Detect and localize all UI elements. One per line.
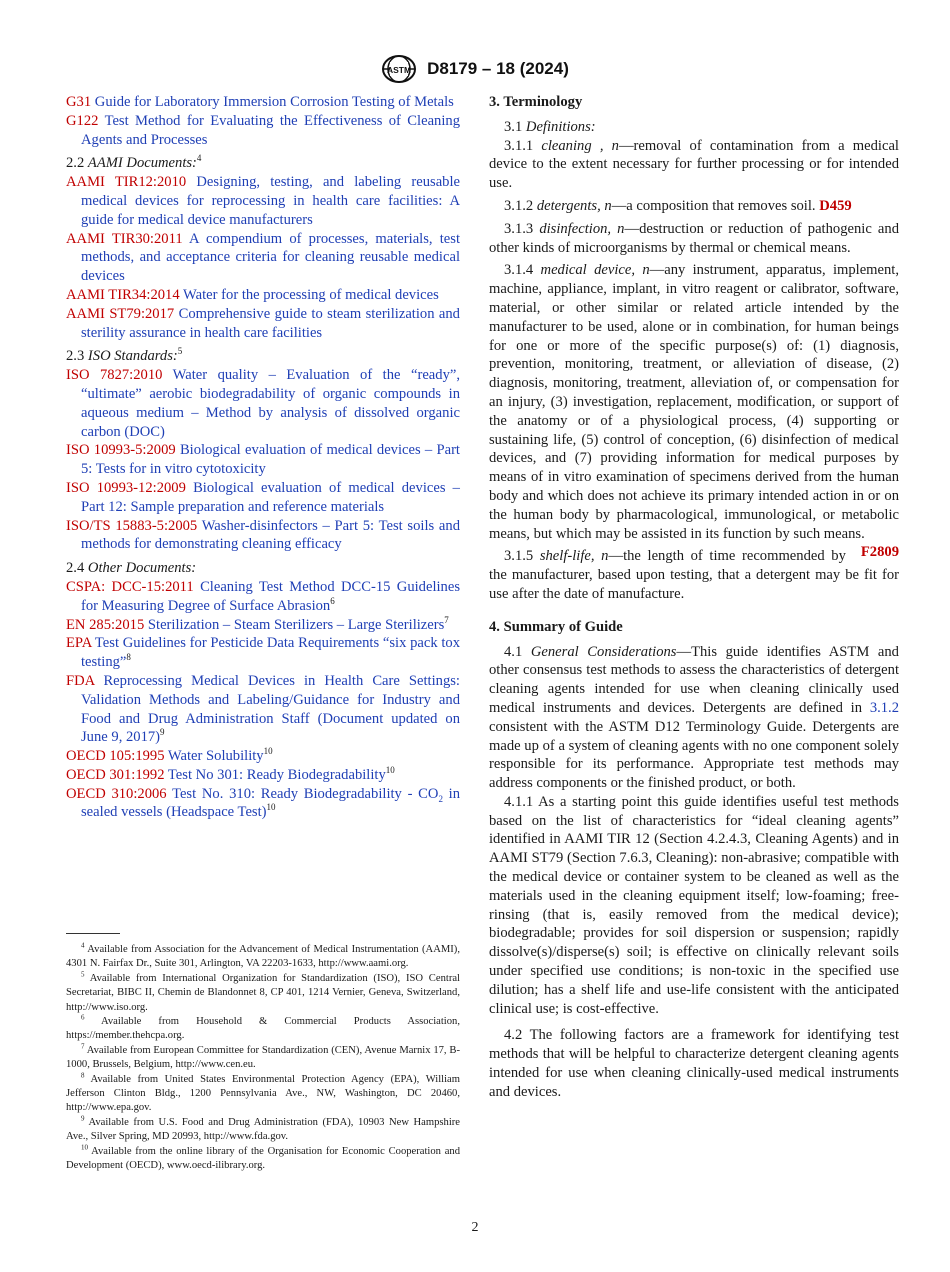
footnote: $^7$ Available from European Committee for Standardization (CEN), Avenue Marnix 17, B-1000, Brussels, Belgium, http://www.cen.eu. xyxy=(66,1042,460,1071)
reference-entry[interactable]: FDA Reprocessing Medical Devices in Health Care Settings: Validation Methods and Labeling/Guidance for Industry and Food and Drug Administration Staff (Document updated on June 9, 2017)$^9$ xyxy=(66,672,460,746)
definition-cleaning: 3.1.1 cleaning , n—removal of contamination from a medical device to the extent necessary for further processing or for intended use. xyxy=(489,137,899,192)
standard-ref-link[interactable]: D459 xyxy=(819,197,852,214)
paragraph-4-1-1: 4.1.1 As a starting point this guide identifies useful test methods based on the list of characteristics for “ideal cleaning agents” identified in AAMI TIR 12 (Section 4.2.4.3, Cleaning Agents) and in AAMI ST79 (Section 7.6.3, Cleaning): non-abrasive; compatible with the medical device or container system to be cleaned as well as the materials used in the cleaning equipment itself; low-foaming; free-rinsing (that is, easily removed from the medical device); biodegradable; provides for soil dispersion or suspension; rapidly dissolve(s)/disperse(s) soil; is effective on clinically relevant soils under specified use conditions; is non-toxic in the specified use dilution; has a shelf life and use-life consistent with the anticipated clinical use; is cost-effective. xyxy=(489,793,899,1017)
reference-entry[interactable]: G122 Test Method for Evaluating the Effectiveness of Cleaning Agents and Processes xyxy=(66,112,460,148)
paragraph-4-2: 4.2 The following factors are a framework for identifying test methods that will be helpful to characterize detergent cleaning agents intended for use when cleaning clinically-used medical instruments and devices. xyxy=(489,1027,900,1100)
definition-disinfection: 3.1.3 disinfection, n—destruction or reduction of pathogenic and other kinds of microorganisms by thermal or chemical means. xyxy=(489,220,899,256)
reference-entry[interactable]: ISO 7827:2010 Water quality – Evaluation of the “ready”, “ultimate” aerobic biodegradability of organic compounds in aqueous medium – Method by analysis of dissolved organic carbon (DOC) xyxy=(66,367,460,440)
page-header xyxy=(0,54,950,84)
reference-entry[interactable]: EPA Test Guidelines for Pesticide Data Requirements “six pack tox testing”$^8$ xyxy=(66,635,460,671)
reference-entry[interactable]: ISO 10993-12:2009 Biological evaluation of medical devices – Part 12: Sample preparation and reference materials xyxy=(66,479,460,515)
reference-entry[interactable]: OECD 310:2006 Test No. 310: Ready Biodegradability - $CO_2$ in sealed vessels (Headspace Test)$^{10}$ xyxy=(66,785,461,821)
footnotes xyxy=(66,943,460,1174)
page-number: 2 xyxy=(471,1220,479,1235)
footnote: $^5$ Available from International Organization for Standardization (ISO), ISO Central Secretariat, BIBC II, Chemin de Blandonnet 8, CP 401, 1214 Vernier, Geneva, Switzerland, http://www.iso.org. xyxy=(66,970,460,1013)
reference-entry[interactable]: EN 285:2015 Sterilization – Steam Sterilizers – Large Sterilizers$^7$ xyxy=(66,614,449,633)
definition-shelf-life: 3.1.5 shelf-life, n—the length of time recommended by the manufacturer, based upon testing, that a detergent may be fit for use after the date of manufacture. xyxy=(489,548,899,602)
svg-text:ASTM: ASTM xyxy=(387,65,412,75)
definition-detergents: 3.1.2 detergents, n—a composition that removes soil. D459 xyxy=(504,197,852,214)
section-title-summary: 4. Summary of Guide xyxy=(489,618,623,635)
standard-designation: D8179 – 18 (2024) xyxy=(427,59,569,78)
right-column xyxy=(489,93,899,1102)
reference-entry[interactable]: AAMI TIR12:2010 Designing, testing, and labeling reusable medical devices for reprocessing in health care facilities: A guide for medical device manufacturers xyxy=(66,174,460,228)
cross-ref-link[interactable]: 3.1.2 xyxy=(869,699,899,716)
footnote: $^8$ Available from United States Environmental Protection Agency (EPA), William Jefferson Clinton Bldg., 1200 Pennsylvania Ave., NW, Washington, DC 20460, http://www.epa.gov. xyxy=(66,1071,460,1114)
section-heading-iso: 2.3 ISO Standards:$^5$ xyxy=(66,346,183,365)
reference-entry[interactable]: ISO 10993-5:2009 Biological evaluation of medical devices – Part 5: Tests for in vitro cytotoxicity xyxy=(66,442,460,478)
reference-entry[interactable]: OECD 105:1995 Water Solubility$^{10}$ xyxy=(66,746,273,765)
reference-entry[interactable]: AAMI TIR34:2014 Water for the processing of medical devices xyxy=(66,286,439,303)
reference-entry[interactable]: AAMI ST79:2017 Comprehensive guide to steam sterilization and sterility assurance in health care facilities xyxy=(66,305,460,341)
footnote: $^9$ Available from U.S. Food and Drug Administration (FDA), 10903 New Hampshire Ave., Silver Spring, MD 20993, http://www.fda.gov. xyxy=(66,1114,460,1143)
section-heading-aami: 2.2 AAMI Documents:$^4$ xyxy=(66,153,202,172)
reference-entry[interactable]: ISO/TS 15883-5:2005 Washer-disinfectors – Part 5: Test soils and methods for demonstrating cleaning efficacy xyxy=(66,517,460,553)
left-column xyxy=(66,93,460,822)
definitions-heading: 3.1 Definitions: xyxy=(504,118,596,135)
standard-ref-link[interactable]: F2809 xyxy=(860,544,899,561)
section-title-terminology: 3. Terminology xyxy=(489,94,583,110)
footnote: $^{10}$ Available from the online library of the Organisation for Economic Cooperation and Development (OECD), www.oecd-ilibrary.org. xyxy=(66,1143,460,1172)
footnote-divider xyxy=(66,933,120,934)
footnote: $^6$ Available from Household & Commercial Products Association, https://member.thehcpa.org. xyxy=(66,1013,460,1042)
section-heading-other: 2.4 Other Documents: xyxy=(66,560,197,577)
astm-logo-icon xyxy=(381,54,417,84)
reference-entry[interactable]: AAMI TIR30:2011 A compendium of processes, materials, test methods, and acceptance criteria for cleaning reusable medical devices xyxy=(66,230,461,285)
reference-entry[interactable]: G31 Guide for Laboratory Immersion Corrosion Testing of Metals xyxy=(66,94,454,110)
reference-entry[interactable]: OECD 301:1992 Test No 301: Ready Biodegradability$^{10}$ xyxy=(66,765,395,783)
footnote: $^4$ Available from Association for the Advancement of Medical Instrumentation (AAMI), 4301 N. Fairfax Dr., Suite 301, Arlington, VA 22203-1633, http://www.aami.org. xyxy=(66,941,460,970)
paragraph-4-1: 4.1 General Considerations—This guide identifies ASTM and other consensus test methods to assess the characteristics of detergent cleaning agents intended for use when cleaning clinically used medical instruments and devices. Detergents are defined in 3.1.2 consistent with the ASTM D12 Terminology Guide. Detergents are made up of a system of cleaning agents with no one component solely responsible for its performance. Appropriate test methods may address components or the finished product, or both. xyxy=(489,643,899,792)
reference-entry[interactable]: CSPA: DCC-15:2011 Cleaning Test Method DCC-15 Guidelines for Measuring Degree of Surface Abrasion$^6$ xyxy=(66,578,461,614)
definition-medical-device: 3.1.4 medical device, n—any instrument, apparatus, implement, machine, appliance, implant, in vitro reagent or calibrator, software, material, or other similar or related article intended by the manufacturer to be used, alone or in combination, for human beings for one or more of the specific purpose(s) of: (1) diagnosis, prevention, monitoring, treatment, or alleviation of disease, (2) diagnosis, monitoring, treatment, alleviation of, or compensation for an injury, (3) investigation, replacement, modification, or support of the anatomy or of a physiological process, (4) supporting or sustaining life, (5) control of conception, (6) disinfection of medical devices, and (7) providing information for medical purposes by means of in vitro examination of specimens derived from the human body and which does not achieve its primary intended action in or on the human body by pharmacological, immunological, or metabolic means, but which may be assisted in its function by such means. F2809 xyxy=(489,262,900,561)
